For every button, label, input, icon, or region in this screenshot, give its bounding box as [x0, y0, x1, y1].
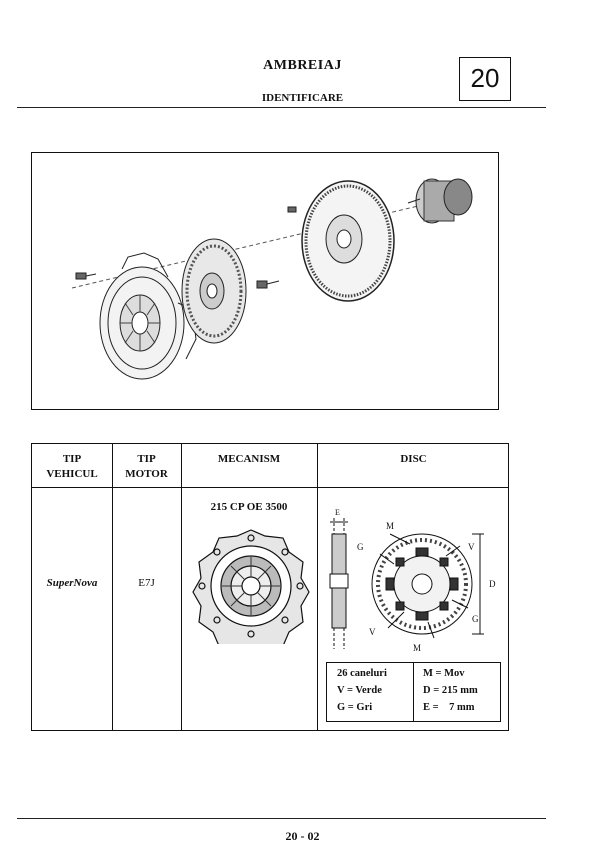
- vehicle-type-value: SuperNova: [46, 577, 98, 589]
- label-m-bottom: M: [413, 643, 422, 653]
- disc-front-view: [360, 526, 500, 646]
- disc-side-view: [322, 504, 356, 654]
- col-header-line: MOTOR: [125, 468, 168, 480]
- label-m-top: M: [386, 521, 395, 531]
- dimension-d: D = 215 mm: [423, 685, 478, 696]
- pin-icon: [288, 207, 296, 212]
- label-v-bottom: V: [369, 627, 376, 637]
- motor-type-value: E7J: [138, 577, 155, 589]
- bolt-icon: [257, 281, 279, 288]
- col-header-line: TIP: [137, 453, 156, 465]
- label-e: E: [335, 508, 340, 517]
- col-header-line: TIP: [62, 453, 82, 465]
- flywheel-icon: [302, 181, 394, 301]
- label-g-left: G: [357, 542, 364, 552]
- page-subtitle: IDENTIFICARE: [261, 92, 344, 104]
- dimension-e: E = 7 mm: [423, 702, 475, 713]
- col-header-tip-vehicul: [32, 452, 112, 482]
- col-header-disc: DISC: [400, 453, 427, 465]
- pressure-plate-icon: [100, 253, 196, 379]
- clutch-exploded-illustration: [31, 152, 499, 410]
- color-v: V = Verde: [337, 685, 382, 696]
- col-header-line: VEHICUL: [46, 468, 98, 480]
- crankshaft-icon: [408, 179, 472, 223]
- disc-color-code-box: [326, 662, 501, 722]
- label-d: D: [489, 579, 496, 589]
- footer-rule: [17, 818, 546, 819]
- info-divider: [413, 663, 414, 721]
- header-row-divider: [32, 487, 508, 488]
- pressure-plate-diagram: [190, 526, 312, 644]
- color-m: M = Mov: [423, 668, 465, 679]
- page-number: 20 - 02: [285, 829, 320, 843]
- label-v-right: V: [468, 542, 475, 552]
- header-rule: [17, 107, 546, 108]
- splines-count: 26 caneluri: [337, 668, 387, 679]
- chapter-number-box: 20: [459, 57, 511, 101]
- clutch-disc-icon: [182, 239, 246, 343]
- bolt-icon: [76, 273, 96, 279]
- mechanism-code: 215 CP OE 3500: [210, 501, 288, 513]
- color-g: G = Gri: [337, 702, 373, 713]
- col-header-mecanism: MECANISM: [217, 453, 281, 465]
- label-g-right: G: [472, 614, 479, 624]
- page-title: AMBREIAJ: [263, 58, 342, 73]
- identification-table: [31, 443, 509, 731]
- clutch-assembly-drawing: [32, 153, 500, 411]
- col-header-tip-motor: [112, 452, 181, 482]
